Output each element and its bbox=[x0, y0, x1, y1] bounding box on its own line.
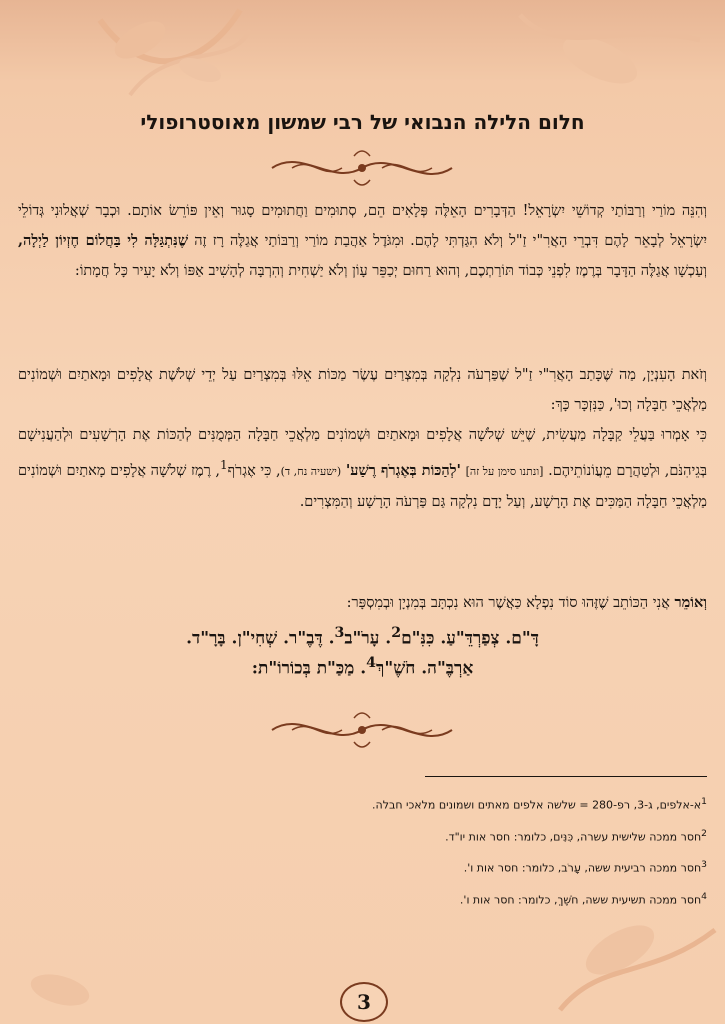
paragraph-kabbalah-part-c: , רֶמֶז שְׁלֹשָׁה אֲלָפִים מָאתַיִם וּשְׁמוֹנִים מַלְאֲכֵי חַבָּלָה הַמַּכִּים אֶת הָרָשָׁע, וְעַל יָדָם נִלְקָה גַּם פַּרְעֹה הָרָשָׁע וְהַמִּצְרִים. bbox=[18, 462, 707, 510]
footnote-text: א-אלפים, ג-3, רפ-280 = שלשה אלפים מאתים ושמונים מלאכי חבלה. bbox=[372, 798, 702, 812]
paragraph-intro-bold: שֶׁנִּתְגַּלָּה לִי בַּחֲלוֹם חֶזְיוֹן לַיְלָה, bbox=[18, 232, 189, 249]
code-wild-beasts-period: . bbox=[328, 628, 335, 649]
footnote-separator bbox=[425, 776, 707, 777]
footnote-number: 3 bbox=[701, 859, 707, 871]
code-hail: בָּרָ"ד. bbox=[186, 628, 226, 649]
paragraph-author-statement bbox=[18, 588, 707, 618]
footnote-number: 1 bbox=[701, 796, 707, 807]
footnotes bbox=[207, 788, 707, 915]
code-wild-beasts: עָרֹ"ב bbox=[344, 628, 380, 649]
paragraph-kabbalah-part-a: כִּי אָמְרוּ בַּעֲלֵי קַבָּלָה מַעֲשִׂית, שֶׁיֵּשׁ שְׁלֹשָׁה אֲלָפִים וּמָאתַיִם וּשְׁמוֹנִים מַלְאֲכֵי חַבָּלָה הַמְּמֻנִּים לְהַכּוֹת אֶת הָרְשָׁעִים וּלְהַעֲנִישָׁם בְּגֵיהִנֹּם, וּלְטַהֲרָם מֵעֲוֹנוֹתֵיהֶם. bbox=[18, 427, 708, 479]
author-statement-bold: וְאוֹמֵר bbox=[674, 594, 707, 611]
footnote-2 bbox=[207, 820, 707, 852]
paragraph-intro-part-b: וְעַכְשָׁו אֲגַלֶּה הַדָּבָר בְּרֶמֶז לִפְנֵי כְּבוֹד תּוֹרַתְכֶם, וְהוּא רַחוּם יְכַפֵּר עָוֹן וְלֹא יַשְׁחִית וְהִרְבָּה לְהָשִׁיב אַפּוֹ וְלֹא יָעִיר כָּל חֲמָתוֹ: bbox=[74, 263, 707, 279]
footnote-text: חסר ממכה תשיעית ששה, חֹשֶׁךְ, כלומר: חסר אות ו'. bbox=[459, 893, 702, 907]
footnote-3 bbox=[207, 851, 707, 883]
footnote-text: חסר ממכה רביעית ששה, עָרֹב, כלומר: חסר אות ו'. bbox=[463, 861, 702, 875]
code-lice-period: . bbox=[385, 628, 392, 649]
footnote-marker-4: 4 bbox=[366, 655, 377, 671]
code-pestilence: דֶּבֶ"ר. bbox=[283, 628, 323, 649]
paragraph-kabbalah-reference: (ישעיה נח, ד) bbox=[280, 464, 342, 478]
footnote-marker-2: 2 bbox=[391, 625, 402, 641]
paragraph-explanation: וְזֹאת הָעִנְיָן, מַה שֶּׁכָּתַב הָאֲרִ"י זַ"ל שֶׁפַּרְעֹה נִלְקָה בְּמִצְרַיִם עֶשֶׂר מַכּוֹת אֵלּוּ בְּמִצְרַיִם עַל יְדֵי שְׁלֹשֶׁת אֲלָפִים וּמָאתַיִם וּשְׁמוֹנִים מַלְאֲכֵי חַבָּלָה וְכוּ', כַּנִּזְכָּר כָּךְ: bbox=[18, 367, 707, 413]
author-statement-text: אֲנִי הַכּוֹתֵב שֶׁזֶּהוּ סוֹד נִפְלָא כַּאֲשֶׁר הוּא נִכְתָּב בְּמִנְיָן וּבְמִסְפָּר: bbox=[346, 595, 670, 611]
footnote-marker-1: 1 bbox=[219, 458, 228, 472]
code-blood: דָּ"ם. bbox=[505, 628, 539, 649]
paragraph-kabbalah bbox=[18, 420, 707, 517]
paragraph-intro bbox=[18, 196, 707, 286]
code-frogs: צְפַרְדֵּ"עַ. bbox=[440, 628, 500, 649]
footnote-marker-3: 3 bbox=[334, 625, 345, 641]
footnote-number: 2 bbox=[701, 827, 707, 839]
footnote-4 bbox=[207, 883, 707, 915]
footnote-1 bbox=[207, 788, 707, 820]
code-lice: כִּנִּ"ם bbox=[401, 628, 435, 649]
ornament-divider-bottom bbox=[262, 708, 462, 752]
paragraph-intro-part-a: וְהִנֵּה מוֹרַי וְרַבּוֹתַי קְדוֹשֵׁי יִשְׂרָאֵל! הַדְּבָרִים הָאֵלֶּה פְּלָאִים הֵם, סְתוּמִים וַחֲתוּמִים סָגוּר וְאֵין פּוֹרֵשׂ אוֹתָם. וּכְבָר שְׁאֲלוּנִי גְּדוֹלֵי יִשְׂרָאֵל לְבָאֵר לָהֶם דִּבְרֵי הָאֲרִ"י זַ"ל וְלֹא הִגַּדְתִּי לָהֶם. וּמִגֹּדֶל אַהֲבַת מוֹרַי וְרַבּוֹתַי אֲגַלֶּה רָז זֶה bbox=[18, 203, 707, 249]
footnote-text: חסר ממכה שלישית עשרה, כִּנִּים, כלומר: חסר אות יו"ד. bbox=[445, 830, 702, 844]
paragraph-kabbalah-part-b: , כִּי אֶגְרֹף bbox=[227, 462, 281, 479]
paragraph-kabbalah-quote: 'לְהַכּוֹת בְּאֶגְרֹף רֶשַׁע' bbox=[345, 461, 461, 479]
paragraph-kabbalah-note: [ונתנו סימן על זה] bbox=[465, 464, 544, 478]
plague-codes-line-2 bbox=[0, 648, 725, 684]
code-locusts: אַרְבֶּ"ה. bbox=[421, 658, 474, 679]
code-firstborn: מַכַּ"ת בְּכוֹרוֹ"ת: bbox=[251, 658, 355, 679]
code-boils: שְׁחִי"ן. bbox=[231, 628, 278, 649]
footnote-number: 4 bbox=[701, 890, 707, 902]
code-darkness-period: . bbox=[360, 658, 367, 679]
page-title: חלום הלילה הנבואי של רבי שמשון מאוסטרופולי bbox=[140, 110, 585, 134]
page-number: 3 bbox=[340, 982, 388, 1022]
code-darkness: חֹשֶׁ"ךְ bbox=[376, 658, 416, 679]
ornament-divider-top bbox=[262, 146, 462, 190]
